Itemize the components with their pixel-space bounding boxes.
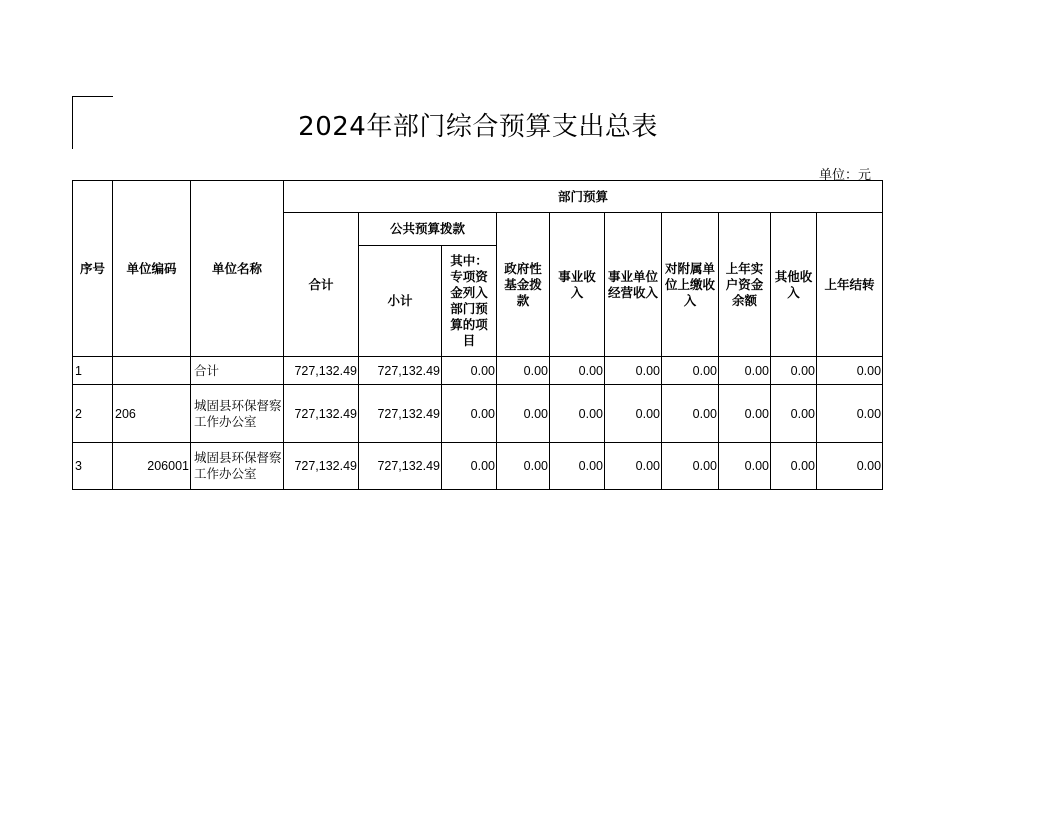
cell-other: 0.00 — [771, 443, 817, 490]
cell-name: 城固县环保督察工作办公室 — [191, 385, 284, 443]
header-public-budget: 公共预算拨款 — [359, 213, 497, 246]
cell-prev-balance: 0.00 — [719, 357, 771, 385]
header-gov-fund: 政府性基金拨款 — [497, 213, 550, 357]
header-carryover: 上年结转 — [817, 213, 883, 357]
header-unit-name: 单位名称 — [191, 181, 284, 357]
header-operating-income: 事业单位经营收入 — [605, 213, 662, 357]
cell-prev-balance: 0.00 — [719, 443, 771, 490]
cell-total: 727,132.49 — [284, 385, 359, 443]
cell-business: 0.00 — [550, 443, 605, 490]
budget-table — [72, 180, 883, 490]
cell-subtotal: 727,132.49 — [359, 443, 442, 490]
cell-gov-fund: 0.00 — [497, 443, 550, 490]
cell-seq: 3 — [73, 443, 113, 490]
header-total: 合计 — [284, 213, 359, 357]
header-affiliated-income: 对附属单位上缴收入 — [662, 213, 719, 357]
cell-total: 727,132.49 — [284, 357, 359, 385]
cell-operating: 0.00 — [605, 385, 662, 443]
cell-special: 0.00 — [442, 385, 497, 443]
unit-label: 单位：元 — [819, 168, 872, 183]
page-title: 2024年部门综合预算支出总表 — [298, 112, 658, 142]
cell-gov-fund: 0.00 — [497, 357, 550, 385]
cell-name: 合计 — [191, 357, 284, 385]
cell-prev-balance: 0.00 — [719, 385, 771, 443]
cell-seq: 1 — [73, 357, 113, 385]
cell-special: 0.00 — [442, 357, 497, 385]
cell-gov-fund: 0.00 — [497, 385, 550, 443]
cell-other: 0.00 — [771, 357, 817, 385]
cell-affiliated: 0.00 — [662, 385, 719, 443]
cell-special: 0.00 — [442, 443, 497, 490]
header-unit-code: 单位编码 — [113, 181, 191, 357]
cell-operating: 0.00 — [605, 443, 662, 490]
cell-code: 206001 — [113, 443, 191, 490]
header-seq: 序号 — [73, 181, 113, 357]
header-special-funds: 其中：专项资金列入部门预算的项目 — [442, 246, 497, 357]
header-subtotal: 小计 — [359, 246, 442, 357]
cell-code: 206 — [113, 385, 191, 443]
cell-total: 727,132.49 — [284, 443, 359, 490]
cell-subtotal: 727,132.49 — [359, 357, 442, 385]
cell-affiliated: 0.00 — [662, 357, 719, 385]
cell-other: 0.00 — [771, 385, 817, 443]
cell-code — [113, 357, 191, 385]
cell-carryover: 0.00 — [817, 357, 883, 385]
cell-business: 0.00 — [550, 357, 605, 385]
header-business-income: 事业收入 — [550, 213, 605, 357]
table-row — [73, 385, 883, 443]
header-prev-balance: 上年实户资金余额 — [719, 213, 771, 357]
cell-name: 城固县环保督察工作办公室 — [191, 443, 284, 490]
cell-affiliated: 0.00 — [662, 443, 719, 490]
header-other-income: 其他收入 — [771, 213, 817, 357]
cell-subtotal: 727,132.49 — [359, 385, 442, 443]
table-row — [73, 443, 883, 490]
header-dept-budget: 部门预算 — [284, 181, 883, 213]
cell-seq: 2 — [73, 385, 113, 443]
cell-carryover: 0.00 — [817, 443, 883, 490]
table-row-total — [73, 357, 883, 385]
cell-operating: 0.00 — [605, 357, 662, 385]
cell-business: 0.00 — [550, 385, 605, 443]
cell-carryover: 0.00 — [817, 385, 883, 443]
